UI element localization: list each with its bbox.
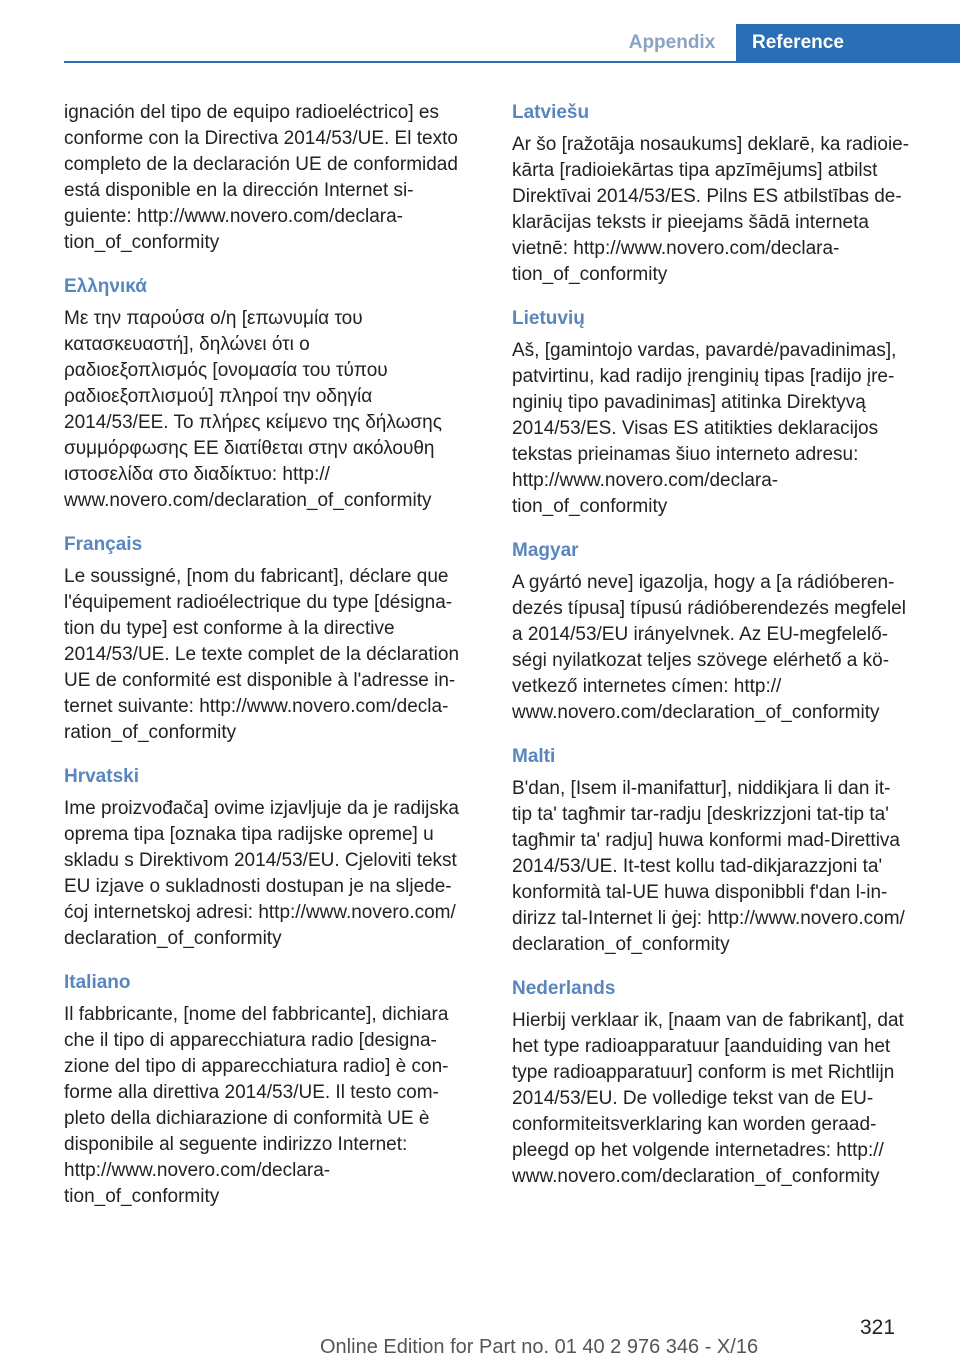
language-heading: Ελληνικά <box>64 276 147 297</box>
section-lithuanian <box>512 306 942 520</box>
language-heading: Latviešu <box>512 102 590 123</box>
language-heading: Français <box>64 534 143 555</box>
section-text: Hierbij verklaar ik, [naam van de fabrikant], dat het type radioapparatuur [aanduiding van het type radioapparatuur] conform is met Richtlijn 2014/53/EU. De volledige tekst van de EU- conformiteitsverklaring kan worden geraad- pleegd op het volgende internetadres: http:// www.novero.com/declaration_of_conformity <box>512 1010 904 1187</box>
section-text: Le soussigné, [nom du fabricant], déclare que l'équipement radioélectrique du type [désigna- tion du type] est conforme à la directive 2014/53/UE. Le texte complet de la déclaration UE de conformité est disponible à l'adresse in- ternet suivante: http://www.novero.com/decla- ration_of_conformity <box>64 566 460 743</box>
section-text: A gyártó neve] igazolja, hogy a [a rádióberen- dezés típusa] típusú rádióberendezés megfelel a 2014/53/EU irányelvnek. Az EU-megfelelő- ségi nyilatkozat teljes szövege elérhető a kö- vetkező internetes címen: http:// www.novero.com/declaration_of_conformity <box>512 572 906 723</box>
language-heading: Malti <box>512 746 556 767</box>
language-heading: Nederlands <box>512 978 616 999</box>
section-greek <box>64 274 484 514</box>
section-maltese <box>512 744 942 958</box>
tab-appendix[interactable]: Appendix <box>608 24 736 62</box>
language-heading: Magyar <box>512 540 579 561</box>
section-text: Ime proizvođača] ovime izjavljuje da je radijska oprema tipa [oznaka tipa radijske opreme] u skladu s Direktivom 2014/53/EU. Cjeloviti tekst EU izjave o sukladnosti dostupan je na sljede- ćoj internetskoj adresi: http://www.novero.com/ declaration_of_conformity <box>64 798 459 949</box>
section-text: Με την παρούσα ο/η [επωνυμία του κατασκευαστή], δηλώνει ότι ο ραδιοεξοπλισμός [ονομασία του τύπου ραδιοεξοπλισμού] πληροί την οδηγία 2014/53/ΕΕ. Το πλήρες κείμενο της δήλωσης συμμόρφωσης ΕΕ διατίθεται στην ακόλουθη ιστοσελίδα στο διαδίκτυο: http:// www.novero.com/declaration_of_conformity <box>64 308 442 511</box>
section-dutch <box>512 976 942 1190</box>
section-italian <box>64 970 484 1210</box>
section-text: B'dan, [Isem il-manifattur], niddikjara li dan it- tip ta' tagħmir tar-radju [deskrizzjoni tat-tip ta' tagħmir ta' radju] huwa konformi mad-Direttiva 2014/53/UE. It-test kollu tad-dikjarazzjoni ta' konformità tal-UE huwa disponibbli f'dan l-in- dirizz tal-Internet li ġej: http://www.novero.com/ declaration_of_conformity <box>512 778 905 955</box>
section-latvian <box>512 100 942 288</box>
section-text: Il fabbricante, [nome del fabbricante], dichiara che il tipo di apparecchiatura radio [designa- zione del tipo di apparecchiatura radio] è con- forme alla direttiva 2014/53/UE. Il testo com- pleto della dichiarazione di conformità UE è disponibile al seguente indirizzo Internet: http://www.novero.com/declara- tion_of_conformity <box>64 1004 449 1207</box>
intro-paragraph: ignación del tipo de equipo radioeléctrico] es conforme con la Directiva 2014/53/UE. El texto completo de la declaración UE de conformidad está disponible en la dirección Internet si- guiente: http://www.novero.com/declara- tion_of_conformity <box>64 102 458 253</box>
language-heading: Lietuvių <box>512 308 585 329</box>
edition-footer: Online Edition for Part no. 01 40 2 976 346 - X/16 <box>320 1336 759 1358</box>
language-heading: Italiano <box>64 972 131 993</box>
tab-reference[interactable]: Reference <box>736 24 960 62</box>
header-tabs <box>608 24 960 62</box>
left-column <box>64 100 484 1228</box>
right-column <box>512 100 942 1208</box>
header-divider <box>64 61 960 63</box>
section-text: Aš, [gamintojo vardas, pavardė/pavadinimas], patvirtinu, kad radijo įrenginių tipas [radijo įre- nginių tipo pavadinimas] atitinka Direktyvą 2014/53/ES. Visas ES atitikties deklaracijos tekstas prieinamas šiuo interneto adresu: http://www.novero.com/declara- tion_of_conformity <box>512 340 897 517</box>
section-croatian <box>64 764 484 952</box>
section-french <box>64 532 484 746</box>
section-text: Ar šo [ražotāja nosaukums] deklarē, ka radioie- kārta [radioiekārtas tipa apzīmējums] atbilst Direktīvai 2014/53/ES. Pilns ES atbilstības de- klarācijas teksts ir pieejams šādā interneta vietnē: http://www.novero.com/declara- tion_of_conformity <box>512 134 910 285</box>
language-heading: Hrvatski <box>64 766 139 787</box>
page-number: 321 <box>860 1316 896 1339</box>
section-hungarian <box>512 538 942 726</box>
